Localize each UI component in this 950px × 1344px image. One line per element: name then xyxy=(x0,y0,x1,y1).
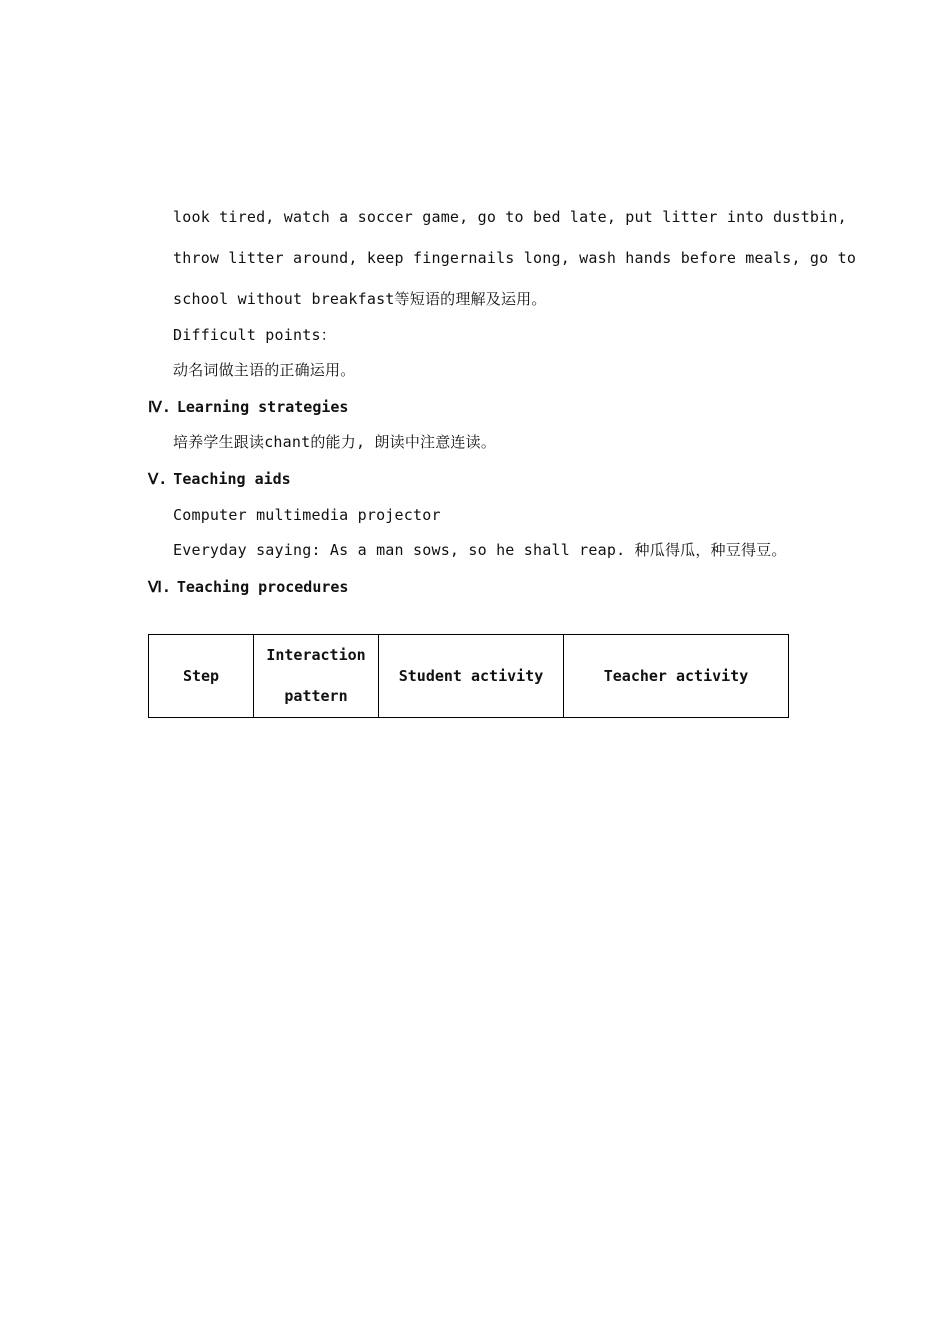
section-heading-learning-strategies xyxy=(148,397,348,417)
teaching-aids-line-1: Computer multimedia projector xyxy=(173,506,441,524)
phrase-line-2: throw litter around, keep fingernails long, wash hands before meals, go to xyxy=(173,249,857,267)
teaching-aids-line-2: Everyday saying: As a man sows, so he shall reap. 种瓜得瓜，种豆得豆。 xyxy=(173,541,787,559)
header-student-activity: Student activity xyxy=(379,635,564,718)
section-title: Learning strategies xyxy=(176,398,349,416)
section-heading-teaching-procedures xyxy=(148,577,348,597)
section-title: Teaching procedures xyxy=(176,578,349,596)
section-number: Ⅵ. xyxy=(148,578,171,596)
difficult-points-text: 动名词做主语的正确运用。 xyxy=(173,361,356,379)
table-header-row xyxy=(149,635,789,718)
section-number: Ⅳ. xyxy=(148,398,171,416)
section-number: Ⅴ. xyxy=(148,470,168,488)
header-interaction-pattern: Interaction pattern xyxy=(254,635,379,718)
phrase-line-3: school without breakfast等短语的理解及运用。 xyxy=(173,290,547,308)
header-teacher-activity: Teacher activity xyxy=(564,635,789,718)
header-step: Step xyxy=(149,635,254,718)
difficult-points-label: Difficult points： xyxy=(173,326,336,344)
phrase-line-1: look tired, watch a soccer game, go to bed late, put litter into dustbin, xyxy=(173,208,847,226)
learning-strategies-text: 培养学生跟读chant的能力, 朗读中注意连读。 xyxy=(173,433,497,451)
section-heading-teaching-aids xyxy=(148,469,291,489)
teaching-procedures-table xyxy=(148,634,789,718)
section-title: Teaching aids xyxy=(173,470,291,488)
